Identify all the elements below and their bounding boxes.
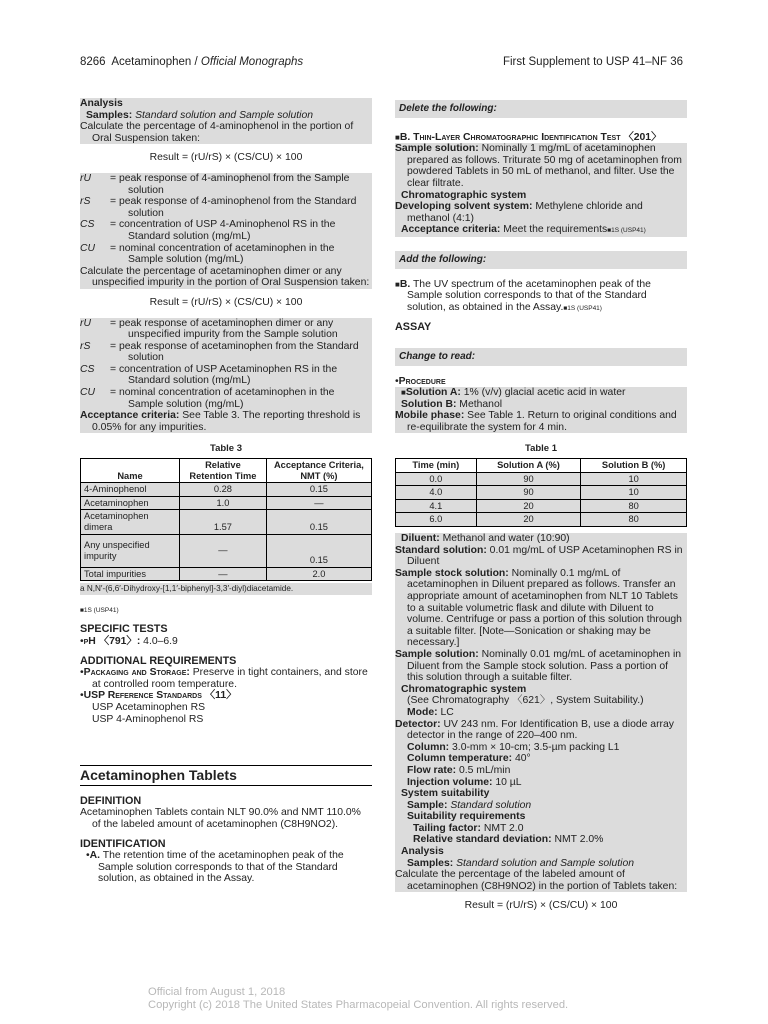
table-cell: 1.0 (180, 496, 267, 510)
chrom-system-heading: Chromatographic system (401, 683, 527, 695)
formula-2: Result = (rU/rS) × (CS/CU) × 100 (149, 296, 303, 308)
definition: = concentration of USP Acetaminophen RS in the Standard solution (mg/mL) (110, 363, 338, 387)
symbol: rS (80, 340, 91, 352)
definition: = nominal concentration of acetaminophen in the Sample solution (mg/mL) (110, 387, 335, 410)
table3-header: Acceptance Criteria, NMT (%) (266, 459, 371, 483)
additional-requirements-heading: ADDITIONAL REQUIREMENTS (80, 654, 237, 667)
table-cell: 90 (476, 472, 581, 486)
table3-footnote: a N,N′-(6,6′-Dihydroxy-[1,1′-biphenyl]-3,3′-diyl)diacetamide. (80, 583, 372, 595)
label: Sample solution: (395, 648, 479, 660)
table3-header: Relative Retention Time (180, 459, 267, 483)
value: Nominally 0.1 mg/mL of acetaminophen in Diluent prepared as follows. Transfer an appropriate amount of acetaminophen from NLT 10 Tablets to a suitable volumetric flask and dilute with Diluent to volume. Centrifuge or pass a portion of this solution through a suitable filter. [Note—Sonication or shaking may be necessary.] (407, 567, 682, 649)
table1-caption: Table 1 (524, 443, 558, 455)
ph-label: pH 〈791〉: (83, 635, 141, 647)
samples-value: Standard solution and Sample solution (135, 109, 314, 121)
footer-line: Official from August 1, 2018 (148, 986, 286, 998)
definition: = peak response of acetaminophen from the Standard solution (110, 340, 359, 364)
packaging-label: Packaging and Storage: (83, 667, 190, 679)
table-row (81, 496, 372, 510)
table-cell: 4.1 (396, 499, 477, 513)
ph-value: 4.0–6.9 (143, 635, 178, 647)
assay-heading: ASSAY (395, 321, 432, 334)
value: 0.01 mg/mL of USP Acetaminophen RS in Diluent (407, 544, 683, 568)
value: 0.5 mL/min (458, 764, 511, 776)
packaging-value: Preserve in tight containers, and store at controlled room temperature. (92, 667, 368, 690)
table-row (396, 513, 687, 527)
table-cell: — (180, 567, 267, 581)
chrom-system-heading: Chromatographic system (401, 189, 527, 201)
label: Solution B: (401, 398, 457, 410)
analysis-heading: Analysis (80, 98, 123, 109)
label: Diluent: (401, 533, 440, 545)
specific-tests-heading: SPECIFIC TESTS (80, 623, 168, 636)
value: Nominally 0.01 mg/mL of acetaminophen in Diluent from the Sample stock solution. Pass a portion of this solution through a suitable filter. (407, 648, 682, 684)
revision-mark: ■1S (USP41) (80, 606, 119, 614)
analysis-block (80, 98, 372, 144)
table-cell: Total impurities (81, 567, 180, 581)
revision-square-icon: ■ (395, 132, 400, 142)
symbol: rS (80, 196, 91, 208)
label: Solution A: (405, 387, 461, 399)
label: Acceptance criteria: (401, 224, 501, 236)
table1-header: Time (min) (396, 459, 477, 473)
procedure-label: Procedure (398, 375, 446, 387)
acceptance-label: Acceptance criteria: (80, 410, 180, 422)
definition: = concentration of USP 4-Aminophenol RS in the Standard solution (mg/mL) (110, 219, 336, 242)
usp-ref-item: USP 4-Aminophenol RS (92, 713, 204, 725)
label: Injection volume: (407, 776, 493, 788)
header-section: Official Monographs (200, 56, 304, 68)
table1 (395, 458, 687, 527)
definition: = nominal concentration of acetaminophen in the Sample solution (mg/mL) (110, 242, 335, 266)
definition: = peak response of 4-aminophenol from the Standard solution (110, 196, 357, 219)
table1-header: Solution A (%) (476, 459, 581, 473)
label: B. (399, 278, 411, 290)
value: UV 243 nm. For Identification B, use a diode array detector in the range of 220–400 nm. (407, 718, 674, 742)
usp-ref-label: USP Reference Standards 〈11〉 (83, 690, 237, 702)
table-cell: 0.0 (396, 472, 477, 486)
table-cell: 0.15 (266, 534, 371, 567)
table-cell: 0.28 (180, 483, 267, 497)
table-row (396, 486, 687, 500)
table-row (396, 499, 687, 513)
table-cell: 10 (581, 472, 687, 486)
analysis-heading: Analysis (401, 846, 444, 858)
assay-details-block (395, 533, 687, 892)
table-cell: Acetaminophen dimera (81, 510, 180, 534)
label: Relative standard deviation: (413, 834, 552, 846)
table3 (80, 458, 372, 581)
acceptance-value: See Table 3. The reporting threshold is 0.05% for any impurities. (92, 410, 361, 433)
label: Mode: (407, 706, 438, 718)
label: Column: (407, 741, 450, 753)
table-row (81, 510, 372, 534)
page-number: 8266 (80, 56, 106, 68)
table-cell: 6.0 (396, 513, 477, 527)
value: NMT 2.0% (554, 834, 604, 846)
delete-bar: Delete the following: (395, 100, 687, 118)
value: 10 µL (495, 776, 522, 788)
symbol: rU (80, 172, 91, 184)
calc-text-1: Calculate the percentage of 4-aminophenol in the portion of Oral Suspension taken: (80, 121, 354, 144)
table-cell: — (180, 534, 267, 567)
value: Nominally 1 mg/mL of acetaminophen prepared as follows. Triturate 50 mg of acetaminophen from powdered Tablets in 50 mL of methanol, and filter. Use the clear filtrate. (407, 143, 682, 189)
label: Developing solvent system: (395, 201, 533, 213)
header-title: Acetaminophen (111, 56, 192, 68)
revision-mark: ■1S (USP41) (607, 227, 646, 235)
id-a-label: A. (89, 850, 101, 862)
table-cell: 4.0 (396, 486, 477, 500)
table-row (81, 534, 372, 567)
running-header-right: First Supplement to USP 41–NF 36 (502, 56, 683, 68)
assay-formula: Result = (rU/rS) × (CS/CU) × 100 (464, 900, 618, 912)
value: Meet the requirements (503, 224, 608, 236)
table-cell: 4-Aminophenol (81, 483, 180, 497)
table3-header: Name (81, 459, 180, 483)
table-cell: 0.15 (266, 510, 371, 534)
label: Detector: (395, 718, 441, 730)
left-column (80, 98, 372, 885)
usp-ref-item: USP Acetaminophen RS (92, 701, 206, 713)
table-row (81, 483, 372, 497)
running-header-left: 8266 Acetaminophen / Official Monographs (80, 56, 304, 68)
symbol: CS (80, 363, 95, 375)
label: Column temperature: (407, 753, 513, 765)
value: 1% (v/v) glacial acetic acid in water (463, 387, 626, 399)
definition-text: Acetaminophen Tablets contain NLT 90.0% and NMT 110.0% of the labeled amount of acetaminophen (C8H9NO2). (80, 807, 361, 830)
table-cell: 80 (581, 499, 687, 513)
b-uv-text: The UV spectrum of the acetaminophen peak of the Sample solution corresponds to that of the Standard solution, as obtained in the Assay. (407, 278, 651, 313)
label: Sample: (407, 799, 448, 811)
definition-heading: DEFINITION (80, 794, 142, 807)
table-cell: 1.57 (180, 510, 267, 534)
suitability-requirements-heading: Suitability requirements (407, 811, 526, 823)
table-cell: 20 (476, 499, 581, 513)
label: Mobile phase: (395, 410, 465, 422)
value: 3.0-mm × 10-cm; 3.5-µm packing L1 (452, 741, 620, 753)
value: Methylene chloride and methanol (4:1) (407, 201, 643, 224)
table1-header: Solution B (%) (581, 459, 687, 473)
table-cell: 80 (581, 513, 687, 527)
value: Methanol and water (10:90) (442, 533, 570, 545)
formula-1: Result = (rU/rS) × (CS/CU) × 100 (149, 152, 303, 164)
system-suitability-heading: System suitability (401, 788, 490, 800)
id-a-text: The retention time of the acetaminophen peak of the Sample solution corresponds to that of the Standard solution, as obtained in the Assay. (98, 850, 344, 885)
value: Standard solution (450, 799, 532, 811)
tlc-block (395, 143, 687, 237)
samples-label: Samples: (86, 109, 133, 121)
revision-mark: ■1S (USP41) (563, 304, 602, 312)
value: NMT 2.0 (483, 822, 524, 834)
table-cell: Any unspecified impurity (81, 534, 180, 567)
symbol: rU (80, 317, 91, 329)
value: See Table 1. Return to original conditions and re-equilibrate the system for 4 min. (407, 410, 677, 433)
copyright-footer (148, 986, 568, 1012)
label: Sample solution: (395, 143, 479, 155)
definitions-2 (80, 318, 372, 434)
symbol: CS (80, 219, 95, 231)
table-cell: 90 (476, 486, 581, 500)
b-tlc-title: B. Thin-Layer Chromatographic Identification Test 〈201〉 (399, 131, 662, 143)
value: Standard solution and Sample solution (456, 857, 635, 869)
chrom-ref: (See Chromatography 〈621〉, System Suitability.) (407, 695, 644, 707)
analysis-calc: Calculate the percentage of the labeled amount of acetaminophen (C8H9NO2) in the portion of Tablets taken: (395, 869, 678, 892)
symbol: CU (80, 387, 96, 399)
symbol: CU (80, 242, 96, 254)
definitions-1 (80, 173, 372, 289)
monograph-title: Acetaminophen Tablets (80, 765, 372, 786)
revision-square-icon: ■ (401, 388, 406, 398)
identification-heading: IDENTIFICATION (80, 837, 166, 850)
label: Sample stock solution: (395, 567, 509, 579)
footer-line: Copyright (c) 2018 The United States Pharmacopeial Convention. All rights reserved. (148, 999, 569, 1011)
label: Standard solution: (395, 544, 487, 556)
calc-text-2: Calculate the percentage of acetaminophen dimer or any unspecified impurity in the portion of Oral Suspension taken: (80, 265, 370, 289)
right-column (395, 98, 687, 921)
value: LC (440, 706, 454, 718)
procedure-block (395, 387, 687, 433)
value: Methanol (459, 398, 503, 410)
table-cell: Acetaminophen (81, 496, 180, 510)
label: Samples: (407, 857, 454, 869)
table-cell: — (266, 496, 371, 510)
definition: = peak response of acetaminophen dimer or any unspecified impurity from the Sample solution (110, 317, 338, 341)
table-row (81, 567, 372, 581)
revision-square-icon: ■ (395, 279, 400, 289)
table-cell: 10 (581, 486, 687, 500)
table-cell: 20 (476, 513, 581, 527)
definition: = peak response of 4-aminophenol from the Sample solution (110, 172, 350, 196)
add-bar: Add the following: (395, 251, 687, 269)
table-row (396, 472, 687, 486)
value: 40° (514, 753, 531, 765)
table3-caption: Table 3 (209, 443, 243, 455)
label: Tailing factor: (413, 822, 481, 834)
label: Flow rate: (407, 764, 457, 776)
table-cell: 0.15 (266, 483, 371, 497)
table-cell: 2.0 (266, 567, 371, 581)
change-bar: Change to read: (395, 348, 687, 366)
